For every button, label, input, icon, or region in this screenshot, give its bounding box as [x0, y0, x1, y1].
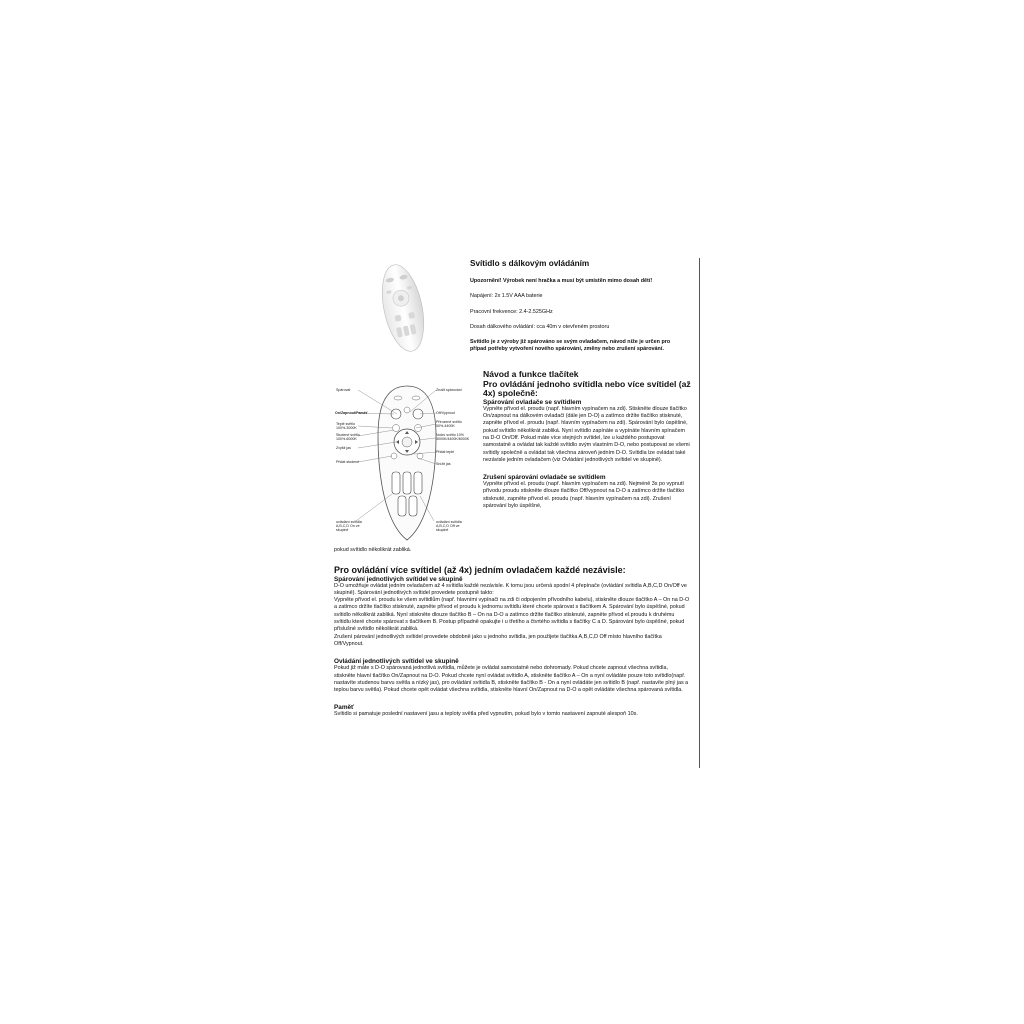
warning-text: Upozornění! Výrobek není hračka a musí být umístěn mimo dosah dětí! — [470, 278, 653, 284]
guide-title: Návod a funkce tlačítek — [483, 369, 579, 379]
label-add-cold: Přidat studené — [336, 460, 360, 464]
page-divider — [699, 258, 700, 768]
range-spec: Dosah dálkového ovládání: cca 40m v otevřeném prostoru — [470, 323, 610, 330]
label-natural: Přirozené světlo 50%-4400K — [436, 420, 462, 429]
unpair-text-end: pokud svítidlo několikrát zabliká. — [334, 547, 412, 553]
label-group-on: ovládání svítidla A,B,C,D On ve skupině — [336, 520, 362, 533]
memory-title: Paměť — [334, 704, 355, 712]
label-off: Off/Vypnout — [436, 411, 455, 415]
remote-diagram — [334, 384, 480, 544]
label-warm: Teplé světlo 100%-3000K — [336, 422, 357, 431]
pair-text: Vypněte přívod el. proudu (např. hlavním vypínačem na zdi). Stiskněte dlouze tlačítko On/zapnout na dálkovém ovladači (dále jen D-O) a zatímco držíte tlačítko stisknuté, zapněte přívod el. proudu (např. hlavním vypínačem na zdi). Spárování bylo úspěšné, pokud svítidlo několikrát zabliká. Nyní svítidlo zapínáte a vypínáte hlavním spínačem na D-O On/Off. Pokud máte více stejných svítidel, lze u každého postupovat samostatně a ovládat tak každé svítidlo svým vlastním D-O, nebo postupovat se všemi svítidly společně a ovládat tak všechna zároveň jedním D-O. Svítidla lze ovládat také nezávisle jedním ovladačem (viz Ovládání jednotlivých svítidel ve skupině). — [483, 405, 690, 463]
multi-section — [334, 566, 690, 719]
product-title: Svítidlo s dálkovým ovládáním — [470, 259, 590, 268]
label-pair: Spárovat — [336, 388, 351, 392]
multi-pair-title: Spárování jednotlivých svítidel ve skupině — [334, 575, 463, 583]
multi-heading: Pro ovládání více svítidel (až 4x) jedním ovladačem každé nezávisle: — [334, 565, 626, 575]
label-brightness-up: Zvýšit jas — [336, 446, 351, 450]
label-on: On/Zapnout/Paměť — [335, 411, 368, 415]
label-unpair: Zrušit spárování — [436, 388, 462, 392]
control-title: Ovládání jednotlivých svítidel ve skupině — [334, 658, 459, 666]
label-night: Noční světlo 10% 3000K/4400K/6000K — [436, 433, 470, 442]
multi-pair-text-3: Zrušení párování jednotlivých svítidel provedete obdobně jako u jednoho svítidla, jen použijete tlačítka A,B,C,D Off místo hlavního tlačítka Off/Vypnout. — [334, 633, 662, 647]
label-group-off: ovládání svítidla A,B,C,D Off ve skupině — [436, 520, 462, 533]
guide-heading: Pro ovládání jednoho svítidla nebo více svítidel (až 4x) společně: — [483, 378, 691, 399]
multi-pair-text-2: Vypněte přívod el. proudu ke všem svítidlům (např. hlavními vypínači na zdi či odpojením přívodního kabelu), stiskněte dlouze tlačítko A – On na D-O a zatímco držíte tlačítko stisknuté, zapněte přívod el proudu k jednomu svítidlu které chcete spárovat s tlačítkem A. Spárování bylo úspěšné, pokud svítidlo několikrát zabliká. Nyní stiskněte dlouze tlačítko B – On na D-O a zatímco držíte tlačítko stisknuté, zapněte přívod el.proudu k druhému svítidlu které chcete spárovat s tlačítkem B. Postup případně opakujte i u třetího a čtvrtého svítidla s tlačítky C a D. Spárování bylo úspěšné, pokud příslušné svítidlo několikrát zabliká. — [334, 597, 690, 633]
unpair-title: Zrušení spárování ovladače se svítidlem — [483, 474, 606, 482]
label-brightness-down: Snížit jas — [436, 462, 451, 466]
guide-section — [483, 370, 691, 510]
memory-text: Svítidlo si pamatuje poslední nastavení jasu a teploty světla před vypnutím, pokud bylo v tomto nastavení zapnuté alespoň 10s. — [334, 711, 638, 718]
frequency-spec: Pracovní frekvence: 2.4-2.525GHz — [470, 308, 553, 315]
paired-note: Svítidlo je z výroby již spárováno se svým ovladačem, návod níže je určen pro případ potřeby vytvoření nového spárování, změny nebo zrušení spárování. — [470, 339, 671, 353]
multi-pair-text-1: D-O umožňuje ovládat jedním ovladačem až 4 svítidla každé nezávisle. K tomu jsou určená spodní 4 přepínače (ovládání svítidla A,B,C,D On/Off ve skupině). Spárování jednotlivých svítidel provedete postupně takto: — [334, 582, 687, 596]
remote-photo — [368, 258, 438, 358]
product-info — [470, 259, 692, 354]
label-add-warm: Přidat teplé — [436, 450, 455, 454]
power-spec: Napájení: 2x 1.5V AAA baterie — [470, 293, 543, 300]
label-cold: Studené světlo 100%-6000K — [336, 433, 360, 442]
pair-title: Spárování ovladače se svítidlem — [483, 398, 582, 406]
unpair-text: Vypněte přívod el. proudu (např. hlavním vypínačem na zdi). Nejméně 3s po vypnutí přívodu proudu stiskněte dlouze tlačítko Off/vypnout na D-O a zatímco držíte tlačítko stisknuté, zapněte přívod el. proudu (např. hlavním vypínačem na zdi). Zrušení spárování bylo úspěšné, — [483, 481, 685, 510]
control-text: Pokud již máte s D-O spárovaná jednotlivá svítidla, můžete je ovládat samostatně nebo dohromady. Pokud chcete zapnout všechna svítidla, stiskněte hlavní tlačítko On/Zapnout na D-O. Pokud chcete nyní ovládat svítidlo A, stiskněte tlačítko A – On a nyní ovládáte pouze toto svítidlo(např. nastavíte studenou barvu světla a nízký jas), pro ovládání svítidla B, stiskněte tlačítko B - On a nyní ovládáte jen svítidlo B (např. nastavíte plný jas a teplou barvu světla). Pokud chcete opět ovládat všechna svítidla, stiskněte hlavní On/Zapnout na D-O a opět ovládáte všechna spárovaná svítidla. — [334, 665, 689, 694]
